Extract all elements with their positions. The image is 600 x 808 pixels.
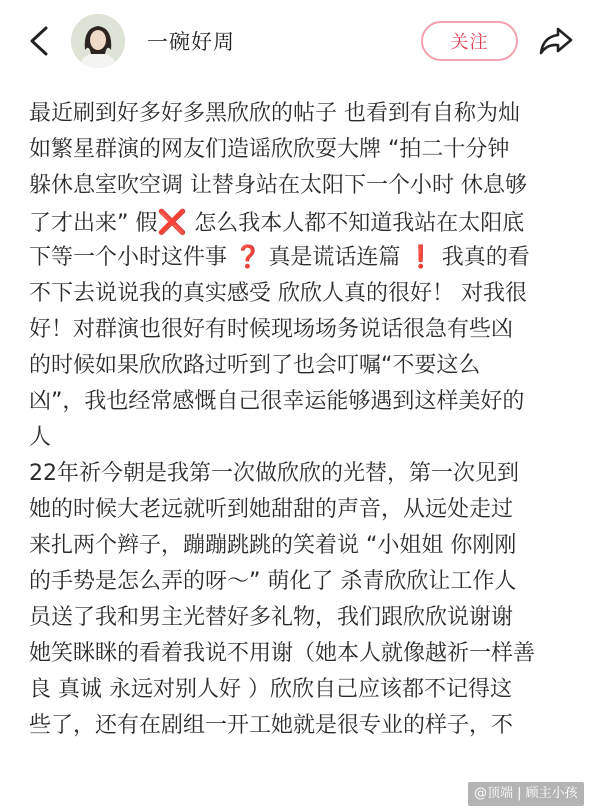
top-bar [0,0,600,84]
post-line: 的时候如果欣欣路过听到了也会叮嘱“不要这么 [29,353,481,378]
cross-mark-icon: ❌ [157,208,188,236]
post-line: 她笑眯眯的看着我说不用谢（她本人就像越祈一样善 [29,641,536,666]
post-line: 不下去说说我的真实感受 欣欣人真的很好！ 对我很 [29,281,527,306]
post-line: 她的时候大老远就听到她甜甜的声音，从远处走过 [29,497,514,522]
post-line [29,204,579,240]
post-line: 人 [29,425,52,450]
exclamation-mark-icon: ❗ [407,245,435,270]
back-arrow-icon[interactable] [24,24,54,58]
follow-button[interactable]: 关注 [421,21,518,61]
post-body [29,96,579,744]
share-icon[interactable] [538,25,574,57]
post-line: 好！对群演也很好有时候现场场务说话很急有些凶 [29,317,514,342]
question-mark-icon: ❓ [234,245,262,270]
watermark: @顶端 | 顾主小孩 [468,782,584,806]
post-text: 下等一个小时这件事 [29,245,234,270]
post-line: 凶”，我也经常感慨自己很幸运能够遇到这样美好的 [29,389,525,414]
post-text: 真是谎话连篇 [261,245,408,270]
post-line: 些了，还有在剧组一开工她就是很专业的样子，不 [29,713,514,738]
username[interactable]: 一碗好周 [147,30,235,54]
post-line: 如繁星群演的网友们造谣欣欣耍大牌 “拍二十分钟 [29,137,510,162]
post-text: 我真的看 [434,245,530,270]
post-text: 了才出来” 假 [29,211,158,236]
post-line: 员送了我和男主光替好多礼物，我们跟欣欣说谢谢 [29,605,514,630]
post-line: 的手势是怎么弄的呀～” 萌化了 杀青欣欣让工作人 [29,569,517,594]
post-line: 来扎两个辫子，蹦蹦跳跳的笑着说 “小姐姐 你刚刚 [29,533,517,558]
avatar-image [71,14,125,68]
post-line: 躲休息室吹空调 让替身站在太阳下一个小时 休息够 [29,173,527,198]
avatar[interactable] [71,14,125,68]
post-line: 最近刷到好多好多黑欣欣的帖子 也看到有自称为灿 [29,101,520,126]
post-line: 良 真诚 永远对别人好 ）欣欣自己应该都不记得这 [29,677,512,702]
post-line: 22年祈今朝是我第一次做欣欣的光替，第一次见到 [29,461,519,486]
post-text: 怎么我本人都不知道我站在太阳底 [187,211,525,236]
post-line [29,240,579,276]
